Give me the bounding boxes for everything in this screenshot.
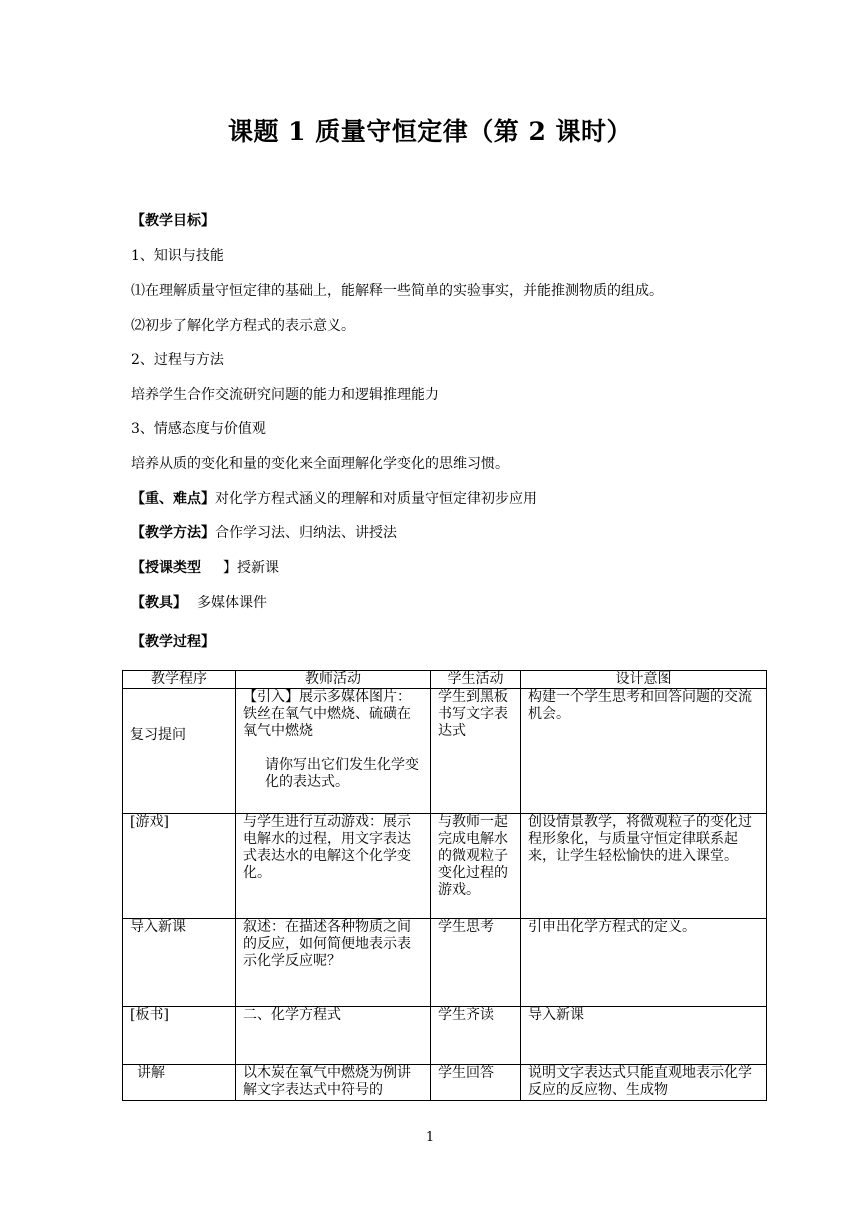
cell-step: 复习提问	[123, 689, 236, 814]
column-header-step: 教学程序	[123, 671, 236, 689]
cell-student: 学生回答	[431, 1065, 521, 1101]
tools-line	[131, 592, 267, 612]
section-heading-process: 【教学过程】	[131, 634, 215, 650]
process-table	[122, 670, 767, 1101]
cell-student: 学生齐读	[431, 1007, 521, 1065]
cell-teacher: 二、化学方程式	[236, 1007, 431, 1065]
table-row	[123, 814, 767, 919]
lesson-type-text: 】授新课	[223, 560, 279, 576]
method-label: 【教学方法】	[131, 525, 215, 541]
tools-label: 【教具】	[131, 595, 187, 611]
column-header-intent: 设计意图	[521, 671, 767, 689]
goal-knowledge-heading: 1、知识与技能	[131, 248, 224, 264]
tools-text: 多媒体课件	[197, 595, 267, 611]
table-header-row	[123, 671, 767, 689]
key-points-label: 【重、难点】	[131, 491, 215, 507]
goal-attitude-text: 培养从质的变化和量的变化来全面理解化学变化的思维习惯。	[131, 456, 509, 472]
cell-intent: 导入新课	[521, 1007, 767, 1065]
key-points-line	[131, 488, 537, 508]
lesson-type-label: 【授课类型	[131, 560, 201, 576]
column-header-teacher: 教师活动	[236, 671, 431, 689]
section-heading-goals: 【教学目标】	[131, 213, 215, 229]
goal-process-heading: 2、过程与方法	[131, 352, 224, 368]
cell-student: 学生思考	[431, 919, 521, 1007]
key-points-text: 对化学方程式涵义的理解和对质量守恒定律初步应用	[215, 491, 537, 507]
cell-teacher: 与学生进行互动游戏：展示电解水的过程，用文字表达式表达水的电解这个化学变化。	[236, 814, 431, 919]
table-row	[123, 689, 767, 814]
cell-step: [游戏]	[123, 814, 236, 919]
page-number: 1	[425, 1130, 435, 1145]
cell-step: 讲解	[123, 1065, 236, 1101]
method-text: 合作学习法、归纳法、讲授法	[215, 525, 397, 541]
cell-teacher-intro: 【引入】展示多媒体图片：铁丝在氧气中燃烧、硫磺在氧气中燃烧	[243, 689, 411, 739]
cell-teacher	[236, 689, 431, 814]
cell-intent: 引申出化学方程式的定义。	[521, 919, 767, 1007]
cell-intent: 创设情景教学，将微观粒子的变化过程形象化，与质量守恒定律联系起来，让学生轻松愉快的进入课堂。	[521, 814, 767, 919]
cell-intent: 说明文字表达式只能直观地表示化学反应的反应物、生成物	[521, 1065, 767, 1101]
method-line	[131, 522, 397, 542]
cell-student: 与教师一起完成电解水的微观粒子变化过程的游戏。	[431, 814, 521, 919]
goal-attitude-heading: 3、情感态度与价值观	[131, 421, 266, 437]
cell-step: 导入新课	[123, 919, 236, 1007]
goal-knowledge-item-2: ⑵初步了解化学方程式的表示意义。	[131, 318, 355, 334]
document-title: 课题 1 质量守恒定律（第 2 课时）	[227, 117, 633, 146]
cell-teacher: 以木炭在氧气中燃烧为例讲解文字表达式中符号的	[236, 1065, 431, 1101]
goal-process-text: 培养学生合作交流研究问题的能力和逻辑推理能力	[131, 387, 439, 403]
cell-intent: 构建一个学生思考和回答问题的交流机会。	[521, 689, 767, 814]
column-header-student: 学生活动	[431, 671, 521, 689]
table-row	[123, 919, 767, 1007]
cell-teacher-prompt: 请你写出它们发生化学变化的表达式。	[265, 757, 419, 790]
lesson-type-line	[131, 557, 279, 577]
cell-student: 学生到黑板书写文字表达式	[431, 689, 521, 814]
cell-teacher: 叙述：在描述各种物质之间的反应，如何简便地表示表示化学反应呢？	[236, 919, 431, 1007]
table-row	[123, 1065, 767, 1101]
table-row	[123, 1007, 767, 1065]
goal-knowledge-item-1: ⑴在理解质量守恒定律的基础上，能解释一些简单的实验事实，并能推测物质的组成。	[131, 283, 663, 299]
cell-step: [板书]	[123, 1007, 236, 1065]
